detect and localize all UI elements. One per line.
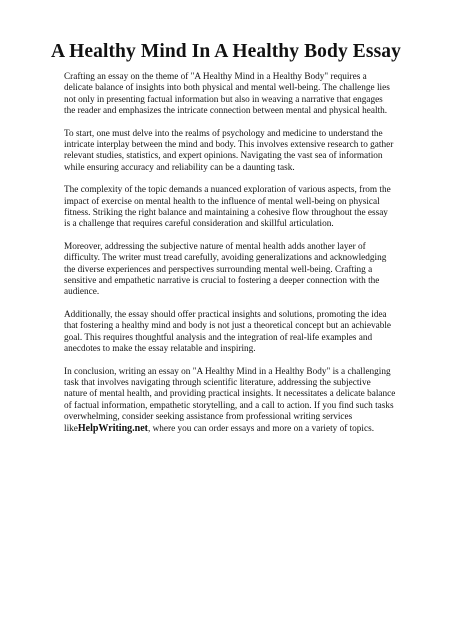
paragraph-2: To start, one must delve into the realms of psychology and medicine to understand the intricate interplay between the mind and body. This involves extensive research to gather relevant studies, statistics, and expert opinions. Navigating the vast sea of information while ensuring accuracy and reliability can be a daunting task. (64, 128, 394, 173)
conclusion-paragraph (64, 367, 396, 436)
paragraph-3: The complexity of the topic demands a nuanced exploration of various aspects, from the impact of exercise on mental health to the influence of mental well-being on physical fitness. Striking the right balance and maintaining a cohesive flow throughout the essay is a challenge that requires careful consideration and skillful articulation. (64, 185, 391, 230)
helpwriting-link[interactable]: HelpWriting.net (77, 423, 148, 435)
paragraph-1: Crafting an essay on the theme of "A Healthy Mind in a Healthy Body" requires a delicate balance of insights into both physical and mental well-being. The challenge lies not only in presenting factual information but also in weaving a narrative that engages the reader and emphasizes the intricate connection between mental and physical health. (64, 72, 390, 117)
conclusion-text: In conclusion, writing an essay on "A Healthy Mind in a Healthy Body" is a challenging task that involves navigating through scientific literature, addressing the subjective nature of mental health, and providing practical insights. It necessitates a delicate balance of factual information, empathetic storytelling, and a call to action. If you find such tasks overwhelming, consider seeking assistance from professional writing services like (64, 366, 396, 435)
conclusion-text-end: , where you can order essays and more on a variety of topics. (147, 424, 375, 435)
document-body (64, 72, 396, 447)
paragraph-5: Additionally, the essay should offer practical insights and solutions, promoting the idea that fostering a healthy mind and body is not just a theoretical concept but an achievable goal. This requires thoughtful analysis and the integration of real-life examples and anecdotes to make the essay relatable and inspiring. (64, 310, 391, 355)
document-title: A Healthy Mind In A Healthy Body Essay (50, 41, 401, 62)
paragraph-4: Moreover, addressing the subjective nature of mental health adds another layer of difficulty. The writer must tread carefully, avoiding generalizations and acknowledging the diverse experiences and perspectives surrounding mental well-being. Crafting a sensitive and empathetic narrative is crucial to fostering a deeper connection with the audience. (64, 242, 387, 298)
